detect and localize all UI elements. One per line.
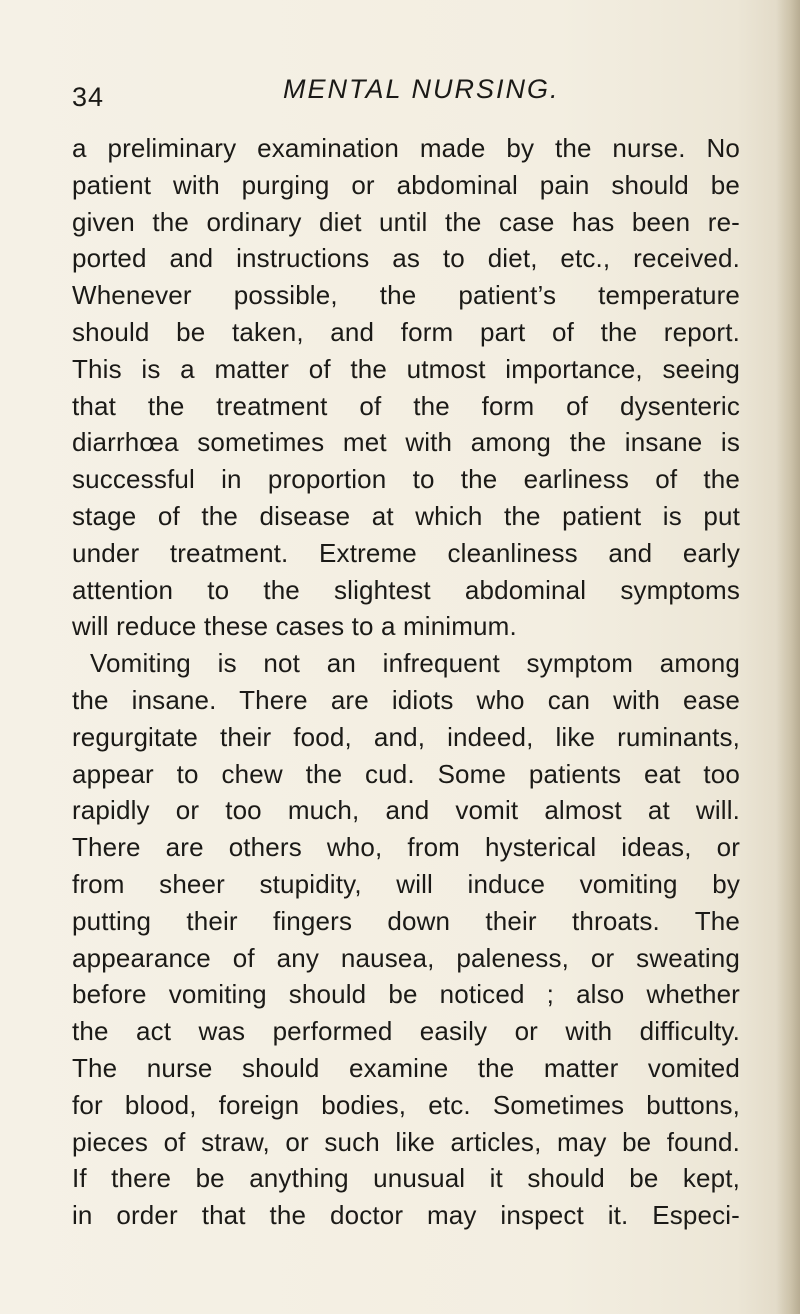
text-line: This is a matter of the utmost importance, seeing <box>72 353 740 384</box>
text-line: in order that the doctor may inspect it. Especi- <box>72 1200 740 1231</box>
text-line: the insane. There are idiots who can with ease <box>72 684 740 715</box>
running-head <box>72 72 752 112</box>
text-line: regurgitate their food, and, indeed, like ruminants, <box>72 721 740 752</box>
text-line: If there be anything unusual it should be kept, <box>72 1163 740 1194</box>
text-line: patient with purging or abdominal pain should be <box>72 169 740 200</box>
text-line-paragraph-start: Vomiting is not an infrequent symptom among <box>90 648 740 679</box>
text-line: given the ordinary diet until the case has been re- <box>72 206 740 237</box>
text-line: should be taken, and form part of the report. <box>72 316 740 347</box>
body-text <box>72 130 740 1234</box>
text-line: pieces of straw, or such like articles, may be found. <box>72 1126 740 1157</box>
text-line-paragraph-end: will reduce these cases to a minimum. <box>72 611 517 642</box>
text-line: from sheer stupidity, will induce vomiting by <box>72 868 740 899</box>
text-line: for blood, foreign bodies, etc. Sometimes buttons, <box>72 1089 740 1120</box>
text-line: stage of the disease at which the patient is put <box>72 500 740 531</box>
text-line: ported and instructions as to diet, etc., received. <box>72 243 740 274</box>
text-line: rapidly or too much, and vomit almost at will. <box>72 795 740 826</box>
page-edge-shadow <box>776 0 800 1314</box>
text-line: that the treatment of the form of dysenteric <box>72 390 740 421</box>
text-line: successful in proportion to the earliness of the <box>72 464 740 495</box>
text-line: under treatment. Extreme cleanliness and early <box>72 537 740 568</box>
text-line: There are others who, from hysterical ideas, or <box>72 832 740 863</box>
text-line: a preliminary examination made by the nurse. No <box>72 133 740 163</box>
running-title: MENTAL NURSING. <box>283 74 560 104</box>
text-line: Whenever possible, the patient’s temperature <box>72 280 740 311</box>
text-line: attention to the slightest abdominal symptoms <box>72 574 740 605</box>
page-number: 34 <box>72 82 105 112</box>
text-line: before vomiting should be noticed ; also whether <box>72 979 740 1010</box>
text-line: The nurse should examine the matter vomited <box>72 1052 740 1083</box>
text-line: diarrhœa sometimes met with among the insane is <box>72 427 740 458</box>
text-line: the act was performed easily or with difficulty. <box>72 1016 740 1047</box>
text-line: putting their fingers down their throats. The <box>72 905 740 936</box>
text-line: appear to chew the cud. Some patients eat too <box>72 758 740 789</box>
text-line: appearance of any nausea, paleness, or sweating <box>72 942 740 973</box>
